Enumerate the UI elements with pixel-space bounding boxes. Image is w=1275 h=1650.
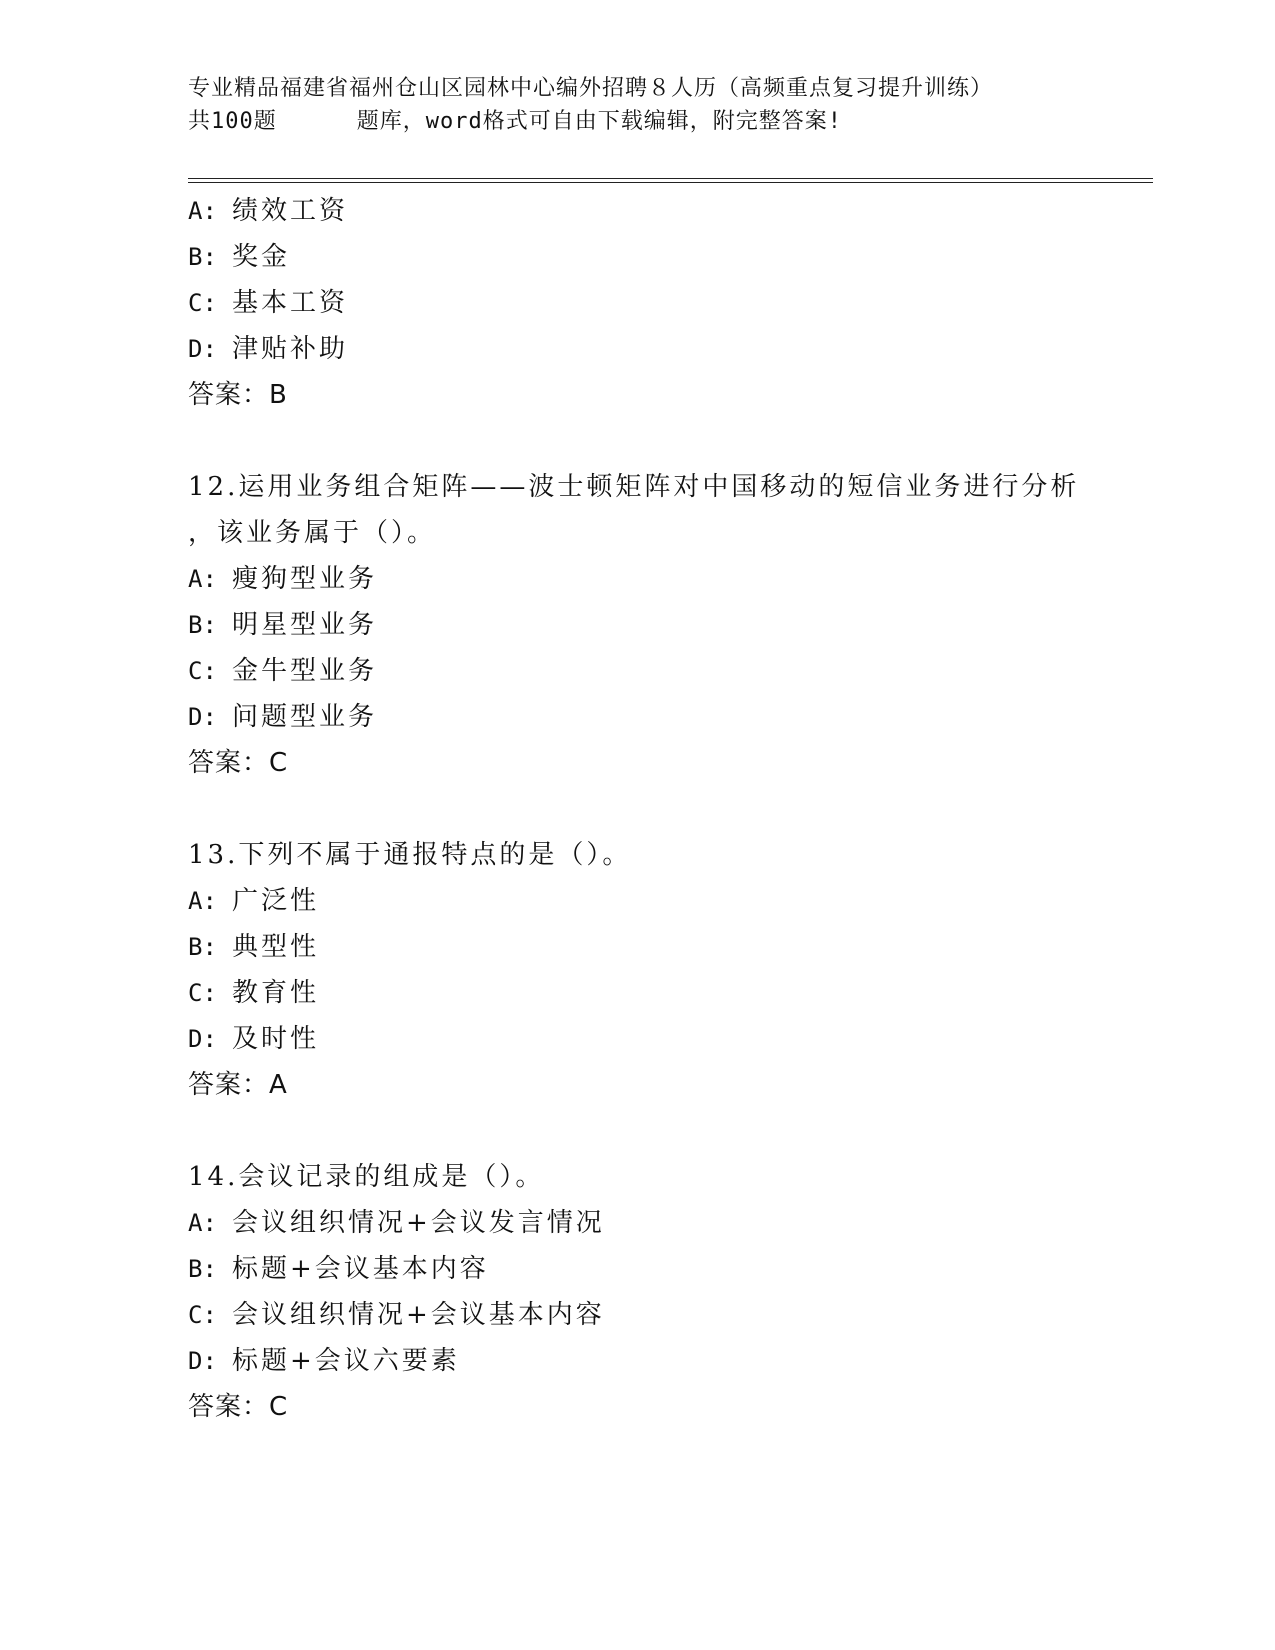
question-text: 14.会议记录的组成是（）。 xyxy=(188,1162,545,1192)
header-title-line: 专业精品福建省福州仓山区园林中心编外招聘８人历（高频重点复习提升训练） xyxy=(188,76,994,101)
option-text: 典型性 xyxy=(232,932,320,962)
question-13 xyxy=(188,832,1148,1108)
option-label: A: xyxy=(188,565,217,593)
option-label: D: xyxy=(188,703,217,731)
option-label: B: xyxy=(188,1255,217,1283)
option-label: D: xyxy=(188,1025,217,1053)
option-a xyxy=(188,556,1148,602)
option-d xyxy=(188,694,1148,740)
option-b xyxy=(188,234,1148,280)
option-text: 问题型业务 xyxy=(232,702,378,732)
option-text: 标题+会议六要素 xyxy=(232,1346,460,1376)
option-label: B: xyxy=(188,933,217,961)
option-text: 金牛型业务 xyxy=(232,656,378,686)
header-count: 共100题 xyxy=(188,109,277,134)
option-text: 及时性 xyxy=(232,1024,320,1054)
answer-line: 答案：C xyxy=(188,748,289,778)
question-text: 12.运用业务组合矩阵——波士顿矩阵对中国移动的短信业务进行分析 xyxy=(188,472,1080,502)
header-divider-top xyxy=(188,178,1153,179)
option-label: D: xyxy=(188,335,217,363)
option-text: 基本工资 xyxy=(232,288,349,318)
answer-line: 答案：C xyxy=(188,1392,289,1422)
option-d xyxy=(188,1338,1148,1384)
option-b xyxy=(188,602,1148,648)
option-c xyxy=(188,648,1148,694)
option-d xyxy=(188,326,1148,372)
option-c xyxy=(188,280,1148,326)
question-text: 13.下列不属于通报特点的是（）。 xyxy=(188,840,632,870)
option-text: 津贴补助 xyxy=(232,334,349,364)
option-label: C: xyxy=(188,289,217,317)
option-label: A: xyxy=(188,197,217,225)
option-a xyxy=(188,878,1148,924)
question-text-continued: ，该业务属于（）。 xyxy=(188,518,437,548)
question-14 xyxy=(188,1154,1148,1430)
header-description: 题库，word格式可自由下载编辑，附完整答案! xyxy=(356,109,842,134)
option-text: 广泛性 xyxy=(232,886,320,916)
option-c xyxy=(188,970,1148,1016)
option-text: 绩效工资 xyxy=(232,196,349,226)
option-text: 会议组织情况+会议基本内容 xyxy=(232,1300,605,1330)
option-label: C: xyxy=(188,657,217,685)
option-label: A: xyxy=(188,1209,217,1237)
option-label: B: xyxy=(188,611,217,639)
question-11 xyxy=(188,188,1148,418)
document-header xyxy=(188,72,1138,138)
option-text: 瘦狗型业务 xyxy=(232,564,378,594)
option-text: 会议组织情况+会议发言情况 xyxy=(232,1208,605,1238)
answer-line: 答案：B xyxy=(188,380,288,410)
header-divider-bottom xyxy=(188,182,1153,183)
option-text: 明星型业务 xyxy=(232,610,378,640)
option-label: C: xyxy=(188,979,217,1007)
option-text: 教育性 xyxy=(232,978,320,1008)
answer-line: 答案：A xyxy=(188,1070,288,1100)
option-label: C: xyxy=(188,1301,217,1329)
question-12 xyxy=(188,464,1148,786)
option-label: D: xyxy=(188,1347,217,1375)
option-b xyxy=(188,1246,1148,1292)
option-label: A: xyxy=(188,887,217,915)
option-d xyxy=(188,1016,1148,1062)
option-b xyxy=(188,924,1148,970)
option-label: B: xyxy=(188,243,217,271)
header-subtitle-line xyxy=(188,105,1138,138)
option-text: 奖金 xyxy=(232,242,291,272)
option-text: 标题+会议基本内容 xyxy=(232,1254,489,1284)
option-a xyxy=(188,1200,1148,1246)
option-c xyxy=(188,1292,1148,1338)
question-list xyxy=(188,188,1148,1430)
option-a xyxy=(188,188,1148,234)
